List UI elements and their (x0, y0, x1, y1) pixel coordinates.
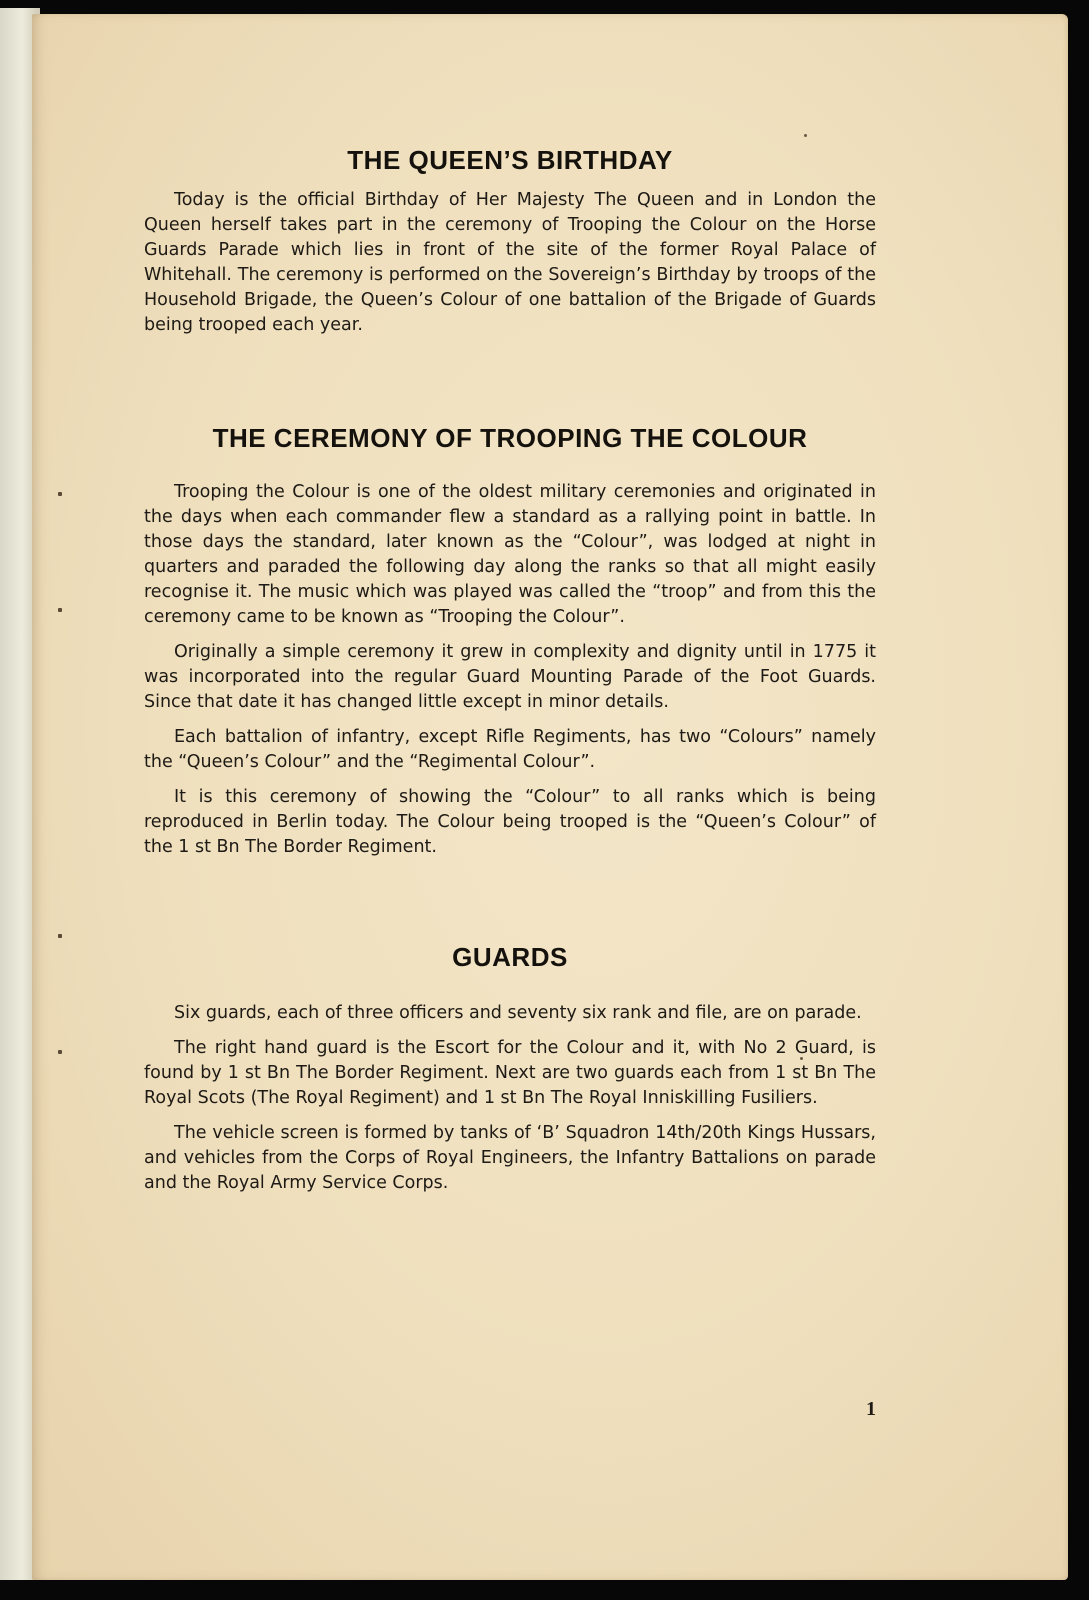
page-number: 1 (866, 1398, 876, 1420)
paragraph: Six guards, each of three officers and seventy six rank and file, are on parade. (174, 1003, 862, 1023)
section-queens-birthday (144, 145, 876, 338)
paragraph: Each battalion of infantry, except Rifle Regiments, has two “Colours” namely the “Queen’s Colour” and the “Regimental Colour”. (144, 727, 876, 772)
paragraph: The vehicle screen is formed by tanks of ‘B’ Squadron 14th/20th Kings Hussars, and vehicles from the Corps of Royal Engineers, the Infantry Battalions on parade and the Royal Army Service Corps. (144, 1123, 876, 1193)
paragraph: Trooping the Colour is one of the oldest military ceremonies and originated in the days when each commander flew a standard as a rallying point in battle. In those days the standard, later known as the “Colour”, was lodged at night in quarters and paraded the following day along the ranks so that all might easily recognise it. The music which was played was called the “troop” and from this the ceremony came to be known as “Trooping the Colour”. (144, 482, 876, 627)
paragraph: It is this ceremony of showing the “Colour” to all ranks which is being reproduced in Berlin today. The Colour being trooped is the “Queen’s Colour” of the 1 st Bn The Border Regiment. (144, 787, 876, 857)
staple-mark (58, 492, 62, 496)
paragraph: Today is the official Birthday of Her Majesty The Queen and in London the Queen herself takes part in the ceremony of Trooping the Colour on the Horse Guards Parade which lies in front of the site of the former Royal Palace of Whitehall. The ceremony is performed on the Sovereign’s Birthday by troops of the Household Brigade, the Queen’s Colour of one battalion of the Brigade of Guards being trooped each year. (144, 190, 876, 335)
heading-trooping-ceremony: THE CEREMONY OF TROOPING THE COLOUR (212, 423, 808, 453)
heading-queens-birthday: THE QUEEN’S BIRTHDAY (347, 145, 673, 175)
staple-mark (58, 1050, 62, 1054)
document-content (144, 145, 876, 1196)
staple-mark (58, 934, 62, 938)
paragraph: The right hand guard is the Escort for the Colour and it, with No 2 Guard, is found by 1 st Bn The Border Regiment. Next are two guards each from 1 st Bn The Royal Scots (The Royal Regiment) and 1 st Bn The Royal Inniskilling Fusiliers. (144, 1038, 876, 1108)
section-trooping-ceremony (144, 423, 876, 860)
heading-guards: GUARDS (452, 942, 568, 972)
section-guards (144, 942, 876, 1196)
staple-mark (58, 608, 62, 612)
paragraph: Originally a simple ceremony it grew in complexity and dignity until in 1775 it was incorporated into the regular Guard Mounting Parade of the Foot Guards. Since that date it has changed little except in minor details. (144, 642, 876, 712)
paper-speck (804, 134, 807, 137)
